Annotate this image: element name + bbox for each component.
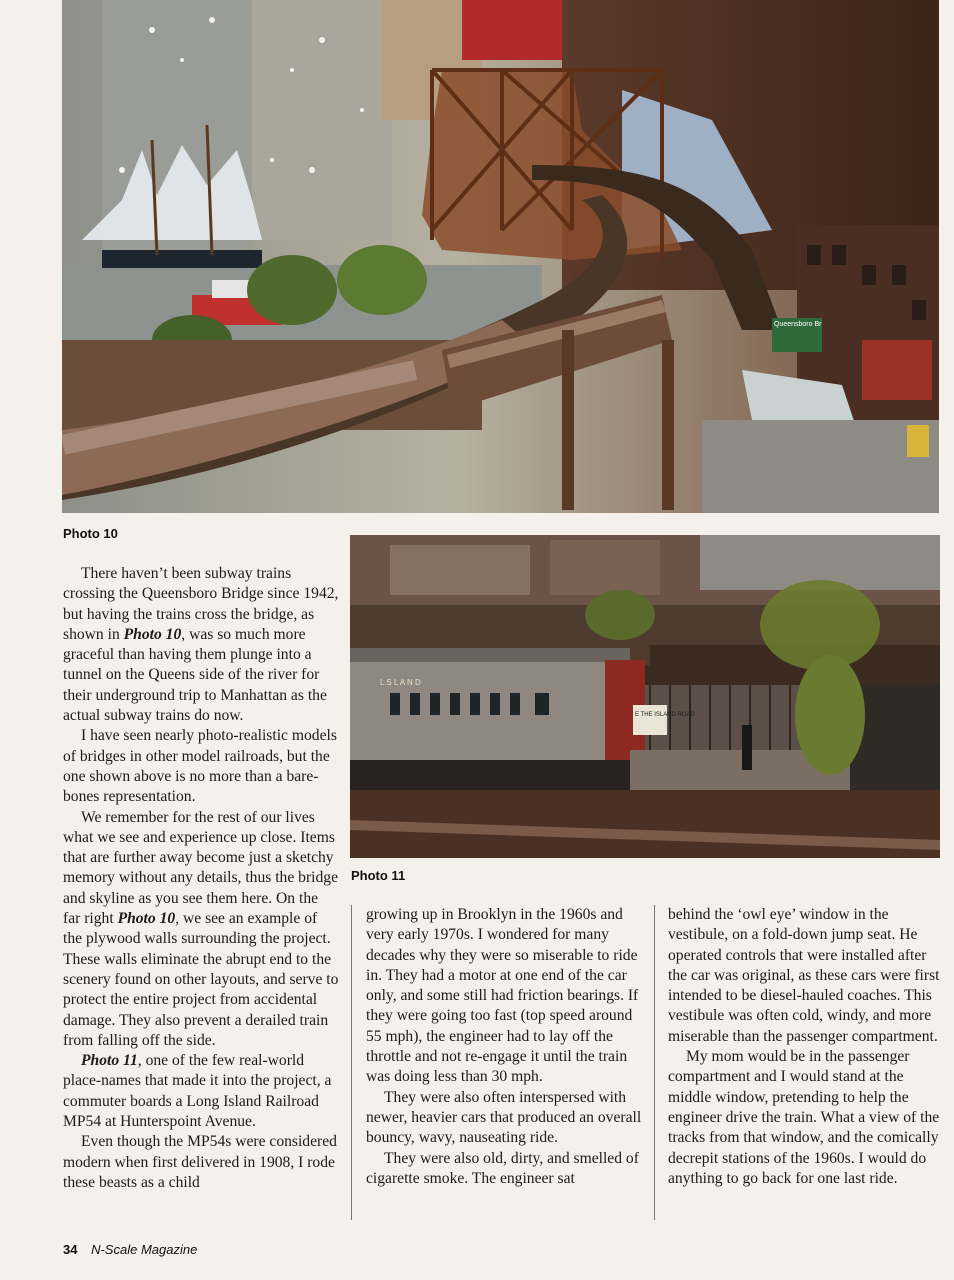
col3-paragraph-1: behind the ‘owl eye’ window in the vestibule, on a fold-down jump seat. He operated controls that were installed after the car was original, as these cars were first intended to be diesel-hauled coaches. This vestibule was often cold, windy, and more miserable than the passenger compartment. — [668, 906, 940, 1045]
col1-paragraph-4: Photo 11, one of the few real-world place-names that made it into the project, a commuter boards a Long Island Railroad MP54 at Hunterspoint Avenue. — [63, 1052, 332, 1131]
photo-11-reference: Photo 11 — [81, 1052, 138, 1070]
col1-paragraph-2: I have seen nearly photo-realistic models of bridges in other model railroads, but the one shown above is no more than a bare-bones representation. — [63, 727, 337, 806]
column-divider — [654, 905, 655, 1220]
col1-paragraph-3: We remember for the rest of our lives what we see and experience up close. Items that are further away become just a sketchy memory without any details, thus the bridge and skyline as you see them here. On the far right Photo 10, we see an example of the plywood walls surrounding the project. These walls eliminate the abrupt end to the scenery found on other layouts, and serve to protect the entire project from accidental damage. They also prevent a derailed train from falling off the side. — [63, 808, 339, 1049]
col2-paragraph-2: They were also often interspersed with newer, heavier cars that produced an overall bouncy, wavy, nauseating ride. — [366, 1088, 642, 1147]
col1-paragraph-1: There haven’t been subway trains crossing the Queensboro Bridge since 1942, but having the trains cross the bridge, as shown in Photo 10, was so much more graceful than having them plunge into a tunnel on the Queens side of the river for their underground trip to Manhattan as the actual subway trains do now. — [63, 565, 339, 725]
col1-paragraph-5: Even though the MP54s were considered modern when first delivered in 1908, I rode these beasts as a child — [63, 1133, 337, 1191]
column-3 — [668, 905, 944, 1189]
col2-paragraph-1: growing up in Brooklyn in the 1960s and very early 1970s. I wondered for many decades why they were so miserable to ride in. They had a motor at one end of the car only, and some still had friction bearings. If they were going too fast (top speed around 55 mph), the engineer had to lay off the throttle and not re-engage it until the train was doing less than 30 mph. — [366, 906, 639, 1086]
col3-paragraph-2: My mom would be in the passenger compartment and I would stand at the middle window, pretending to help the engineer drive the train. What a view of the tracks from that window, and the comically decrepit stations of the 1960s. I would do anything to go back for one last ride. — [668, 1048, 940, 1187]
car-lettering: L S L A N D — [380, 678, 421, 687]
magazine-name: N-Scale Magazine — [91, 1242, 198, 1257]
photo-10-caption: Photo 10 — [63, 526, 118, 541]
page-footer — [63, 1242, 197, 1257]
photo-11-caption: Photo 11 — [351, 868, 406, 883]
bridge-sign-text: Queensboro Br — [774, 321, 822, 328]
column-2 — [366, 905, 642, 1189]
column-1 — [63, 564, 339, 1193]
station-sign-text: E THE ISLAND ROAD — [635, 712, 695, 718]
photo-11 — [350, 535, 940, 858]
col2-paragraph-3: They were also old, dirty, and smelled of cigarette smoke. The engineer sat — [366, 1149, 639, 1187]
photo-10-reference: Photo 10 — [117, 910, 176, 928]
page-number: 34 — [63, 1242, 78, 1257]
column-divider — [351, 905, 352, 1220]
photo-10 — [62, 0, 939, 513]
photo-10-reference: Photo 10 — [123, 625, 182, 643]
